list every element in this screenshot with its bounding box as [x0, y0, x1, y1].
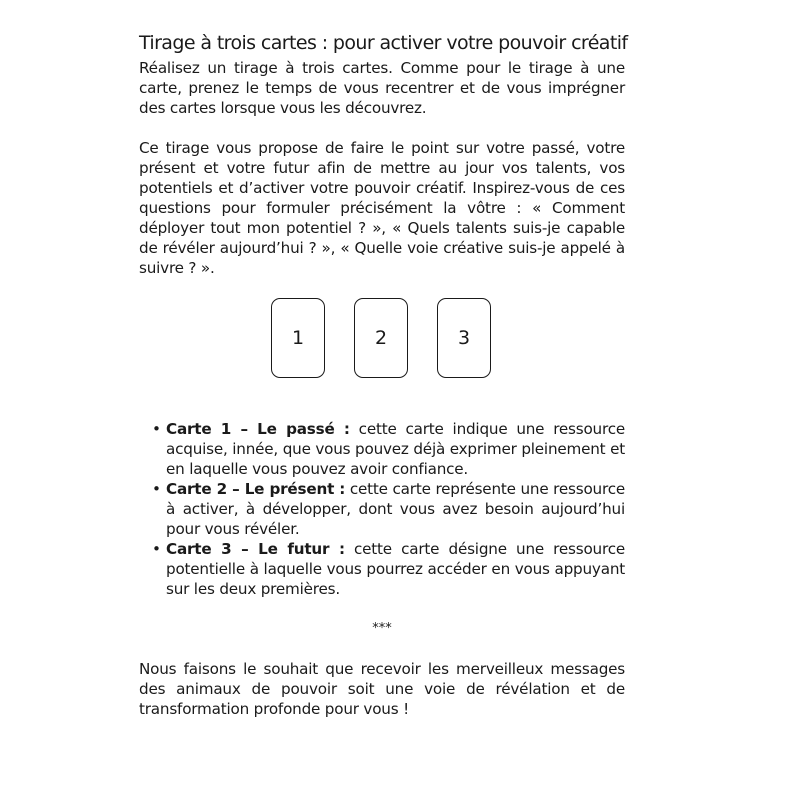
list-item-card-2 [166, 479, 625, 539]
card-1-text: cette carte indique une ressource acquise, innée, que vous pouvez déjà exprimer pleinement et en laquelle vous pouvez avoir confiance. [166, 420, 625, 478]
card-meaning-list [139, 419, 625, 599]
card-1: 1 [271, 298, 325, 378]
card-3: 3 [437, 298, 491, 378]
intro-paragraph: Réalisez un tirage à trois cartes. Comme pour le tirage à une carte, prenez le temps de vous recentrer et de vous imprégner des cartes lorsque vous les découvrez. [139, 59, 625, 117]
card-1-label: Carte 1 – Le passé : [166, 420, 350, 438]
description-paragraph: Ce tirage vous propose de faire le point sur votre passé, votre présent et votre futur afin de mettre au jour vos talents, vos potentiels et d’activer votre pouvoir créatif. Inspirez-vous de ces questions pour formuler précisément la vôtre : « Comment déployer tout mon potentiel ? », « Quels talents suis-je capable de révéler aujourd’hui ? », « Quelle voie créative suis-je appelé à suivre ? ». [139, 139, 625, 277]
card-2-text: cette carte représente une ressource à activer, à développer, dont vous avez besoin aujourd’hui pour vous révéler. [166, 480, 625, 538]
list-item-card-1 [166, 419, 625, 479]
card-2-label: Carte 2 – Le présent : [166, 480, 346, 498]
closing-paragraph: Nous faisons le souhait que recevoir les merveilleux messages des animaux de pouvoir soit une voie de révélation et de transformation profonde pour vous ! [139, 660, 625, 718]
card-3-text: cette carte désigne une ressource potentielle à laquelle vous pourrez accéder en vous appuyant sur les deux premières. [166, 540, 625, 598]
card-2: 2 [354, 298, 408, 378]
list-item-card-3 [166, 539, 625, 599]
card-3-label: Carte 3 – Le futur : [166, 540, 345, 558]
card-spread [139, 298, 625, 382]
page-title: Tirage à trois cartes : pour activer votre pouvoir créatif [139, 32, 628, 54]
page [139, 30, 628, 719]
section-separator: *** [372, 621, 392, 636]
